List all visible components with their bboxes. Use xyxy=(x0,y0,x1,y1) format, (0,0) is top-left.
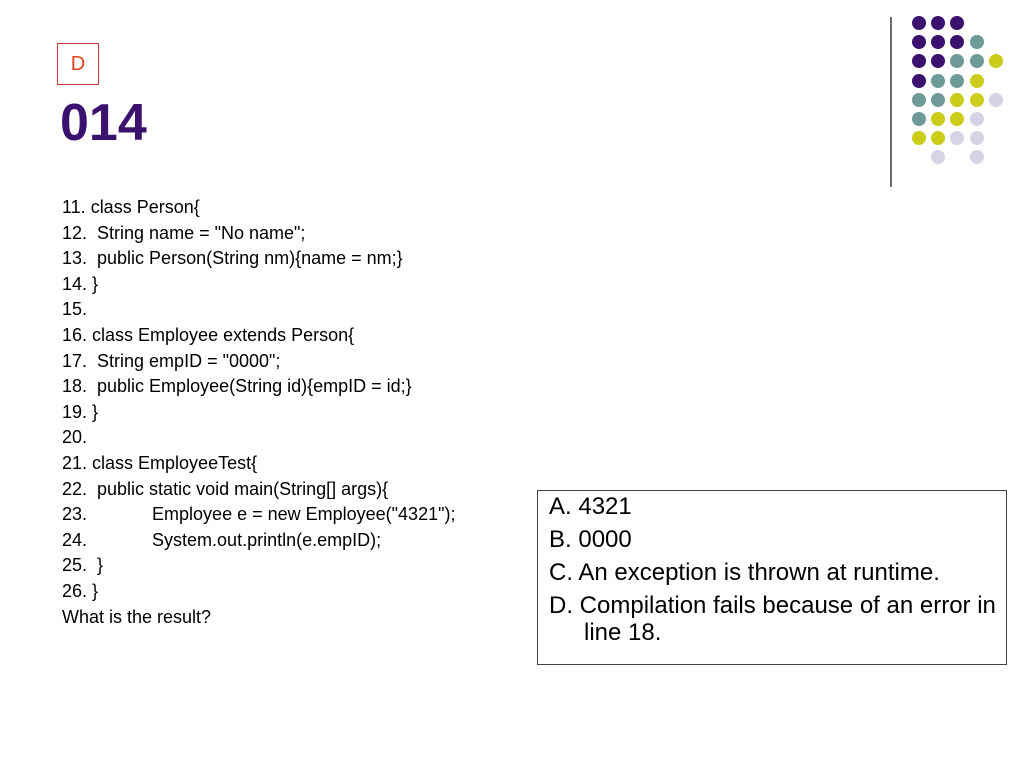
decorative-dot xyxy=(912,74,926,88)
decorative-dot xyxy=(950,54,964,68)
decorative-dot xyxy=(950,112,964,126)
decorative-dot xyxy=(912,112,926,126)
code-line: 20. xyxy=(62,427,88,448)
decorative-dot xyxy=(931,35,945,49)
decorative-dot xyxy=(912,93,926,107)
answer-badge: D xyxy=(57,43,99,85)
decorative-dot xyxy=(970,131,984,145)
decorative-dot xyxy=(950,74,964,88)
code-line: 14. } xyxy=(62,273,99,294)
decorative-dot xyxy=(989,93,1003,107)
decorative-dot xyxy=(931,131,945,145)
decorative-dot xyxy=(970,54,984,68)
decorative-dot xyxy=(970,150,984,164)
decorative-dot xyxy=(950,35,964,49)
decorative-dot xyxy=(931,16,945,30)
decorative-dot xyxy=(931,54,945,68)
option-b: B. 0000 xyxy=(549,526,632,553)
code-line: 25. } xyxy=(62,555,104,576)
decorative-dot xyxy=(931,112,945,126)
decorative-dot xyxy=(970,74,984,88)
decorative-dot xyxy=(970,93,984,107)
code-line: 16. class Employee extends Person{ xyxy=(62,324,355,345)
code-line: 26. } xyxy=(62,580,99,601)
decorative-dot xyxy=(970,112,984,126)
question-text: What is the result? xyxy=(62,606,212,627)
decorative-dot xyxy=(912,16,926,30)
code-line: 24. System.out.println(e.empID); xyxy=(62,529,382,550)
decorative-dot xyxy=(931,150,945,164)
decorative-dot xyxy=(950,16,964,30)
decorative-dot xyxy=(950,131,964,145)
answer-options-box xyxy=(537,490,1007,665)
decorative-dot xyxy=(912,35,926,49)
option-a: A. 4321 xyxy=(549,493,632,520)
slide-title: 014 xyxy=(60,94,147,152)
code-line: 21. class EmployeeTest{ xyxy=(62,452,258,473)
decorative-dot xyxy=(970,35,984,49)
code-block xyxy=(62,195,542,630)
code-line: 19. } xyxy=(62,401,99,422)
code-line: 23. Employee e = new Employee("4321"); xyxy=(62,504,456,525)
code-line: 11. class Person{ xyxy=(62,197,200,217)
code-line: 15. xyxy=(62,299,88,320)
option-d: D. Compilation fails because of an error in line 18. xyxy=(549,592,996,646)
decorative-dot xyxy=(912,54,926,68)
decorative-dot xyxy=(989,54,1003,68)
code-line: 18. public Employee(String id){empID = id;} xyxy=(62,376,412,397)
decorative-dot xyxy=(931,74,945,88)
code-line: 13. public Person(String nm){name = nm;} xyxy=(62,248,403,269)
decorative-dot xyxy=(950,93,964,107)
decorative-dot xyxy=(931,93,945,107)
code-line: 12. String name = "No name"; xyxy=(62,222,306,243)
code-line: 22. public static void main(String[] args){ xyxy=(62,478,389,499)
decorative-dot xyxy=(912,131,926,145)
code-line: 17. String empID = "0000"; xyxy=(62,350,281,371)
option-c: C. An exception is thrown at runtime. xyxy=(549,559,940,586)
decorative-divider xyxy=(890,17,892,187)
